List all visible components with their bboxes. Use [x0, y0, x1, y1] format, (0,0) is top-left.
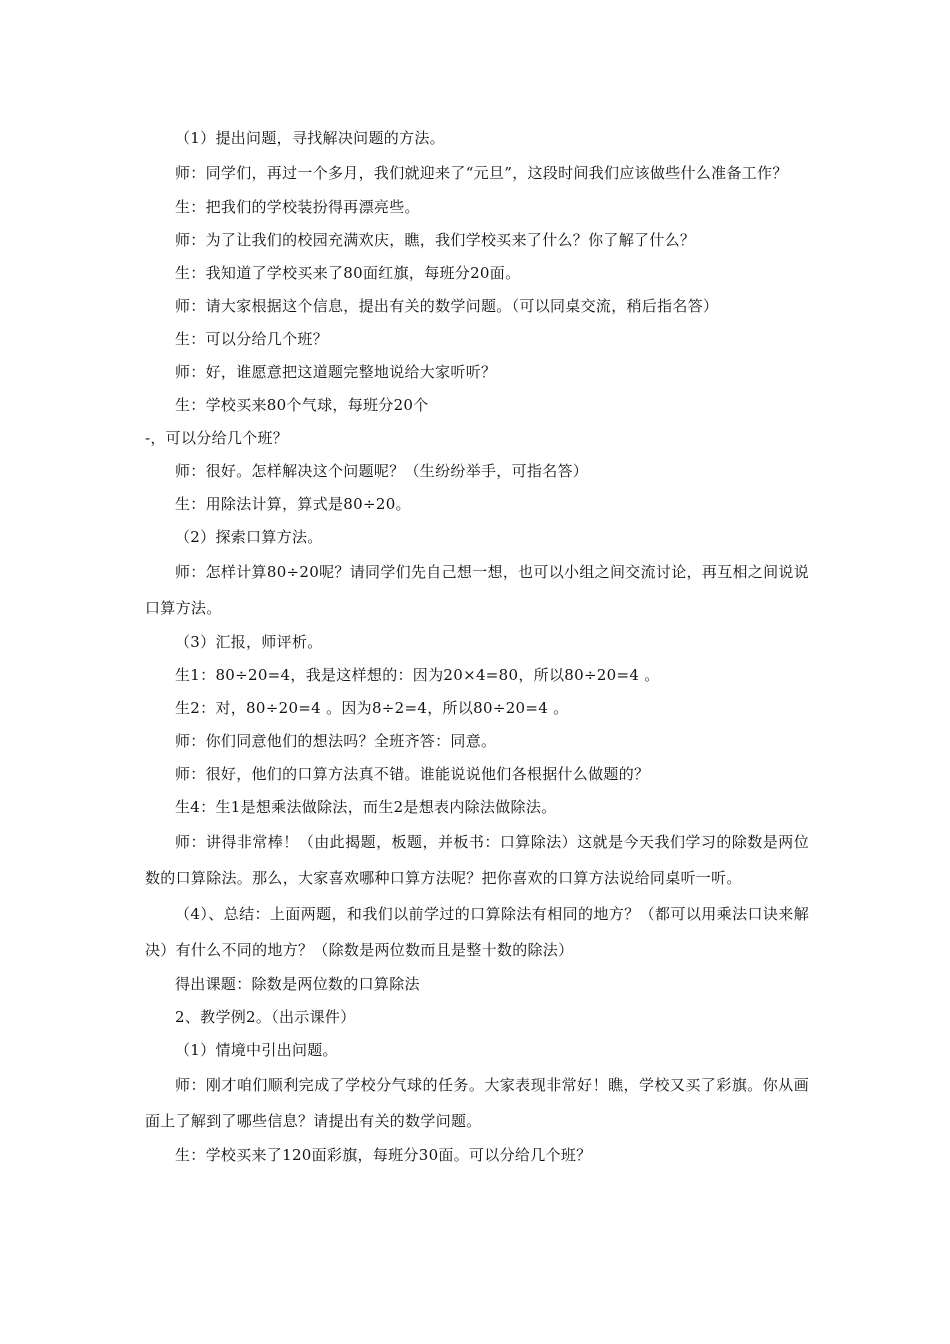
paragraph-11: 师：很好。怎样解决这个问题呢？（生纷纷举手，可指名答）: [175, 462, 589, 480]
paragraph-17: 生2：对，80÷20=4 。因为8÷2=4，所以80÷20=4 。: [175, 699, 569, 717]
paragraph-12: 生：用除法计算，算式是80÷20。: [175, 495, 411, 513]
paragraph-19: 师：很好，他们的口算方法真不错。谁能说说他们各根据什么做题的？: [175, 765, 650, 783]
paragraph-24: 2、教学例2。（出示课件）: [175, 1008, 356, 1026]
paragraph-2: 师：同学们，再过一个多月，我们就迎来了“元旦”，这段时间我们应该做些什么准备工作？: [175, 164, 788, 182]
paragraph-26: 师：刚才咱们顺利完成了学校分气球的任务。大家表现非常好！瞧，学校又买了彩旗。你从画面上了解到了哪些信息？请提出有关的数学问题。: [145, 1076, 809, 1130]
paragraph-1: （1）提出问题，寻找解决问题的方法。: [175, 129, 445, 147]
paragraph-25: （1）情境中引出问题。: [175, 1041, 338, 1059]
paragraph-4: 师：为了让我们的校园充满欢庆，瞧，我们学校买来了什么？你了解了什么？: [175, 231, 696, 249]
paragraph-7: 生：可以分给几个班？: [175, 330, 329, 348]
paragraph-22: （4）、总结：上面两题，和我们以前学过的口算除法有相同的地方？（都可以用乘法口诀来解决）有什么不同的地方？（除数是两位数而且是整十数的除法）: [145, 905, 809, 959]
paragraph-14: 师：怎样计算80÷20呢？请同学们先自己想一想，也可以小组之间交流讨论，再互相之间说说口算方法。: [145, 563, 809, 617]
paragraph-21: 师：讲得非常棒！（由此揭题，板题，并板书：口算除法）这就是今天我们学习的除数是两位数的口算除法。那么，大家喜欢哪种口算方法呢？把你喜欢的口算方法说给同桌听一听。: [145, 833, 809, 887]
paragraph-13: （2）探索口算方法。: [175, 528, 323, 546]
paragraph-18: 师：你们同意他们的想法吗？全班齐答：同意。: [175, 732, 497, 750]
paragraph-16: 生1：80÷20=4，我是这样想的：因为20×4=80，所以80÷20=4 。: [175, 666, 660, 684]
paragraph-6: 师：请大家根据这个信息，提出有关的数学问题。（可以同桌交流，稍后指名答）: [175, 297, 719, 315]
paragraph-3: 生：把我们的学校装扮得再漂亮些。: [175, 198, 420, 216]
paragraph-23: 得出课题：除数是两位数的口算除法: [175, 975, 420, 993]
paragraph-5: 生：我知道了学校买来了80面红旗，每班分20面。: [175, 264, 521, 282]
paragraph-10: -，可以分给几个班？: [145, 429, 289, 447]
paragraph-27: 生：学校买来了120面彩旗，每班分30面。可以分给几个班？: [175, 1146, 592, 1164]
paragraph-9: 生：学校买来80个气球，每班分20个: [175, 396, 429, 414]
paragraph-20: 生4：生1是想乘法做除法，而生2是想表内除法做除法。: [175, 798, 557, 816]
paragraph-15: （3）汇报，师评析。: [175, 633, 323, 651]
document-body: [145, 122, 809, 1172]
paragraph-8: 师：好，谁愿意把这道题完整地说给大家听听？: [175, 363, 497, 381]
